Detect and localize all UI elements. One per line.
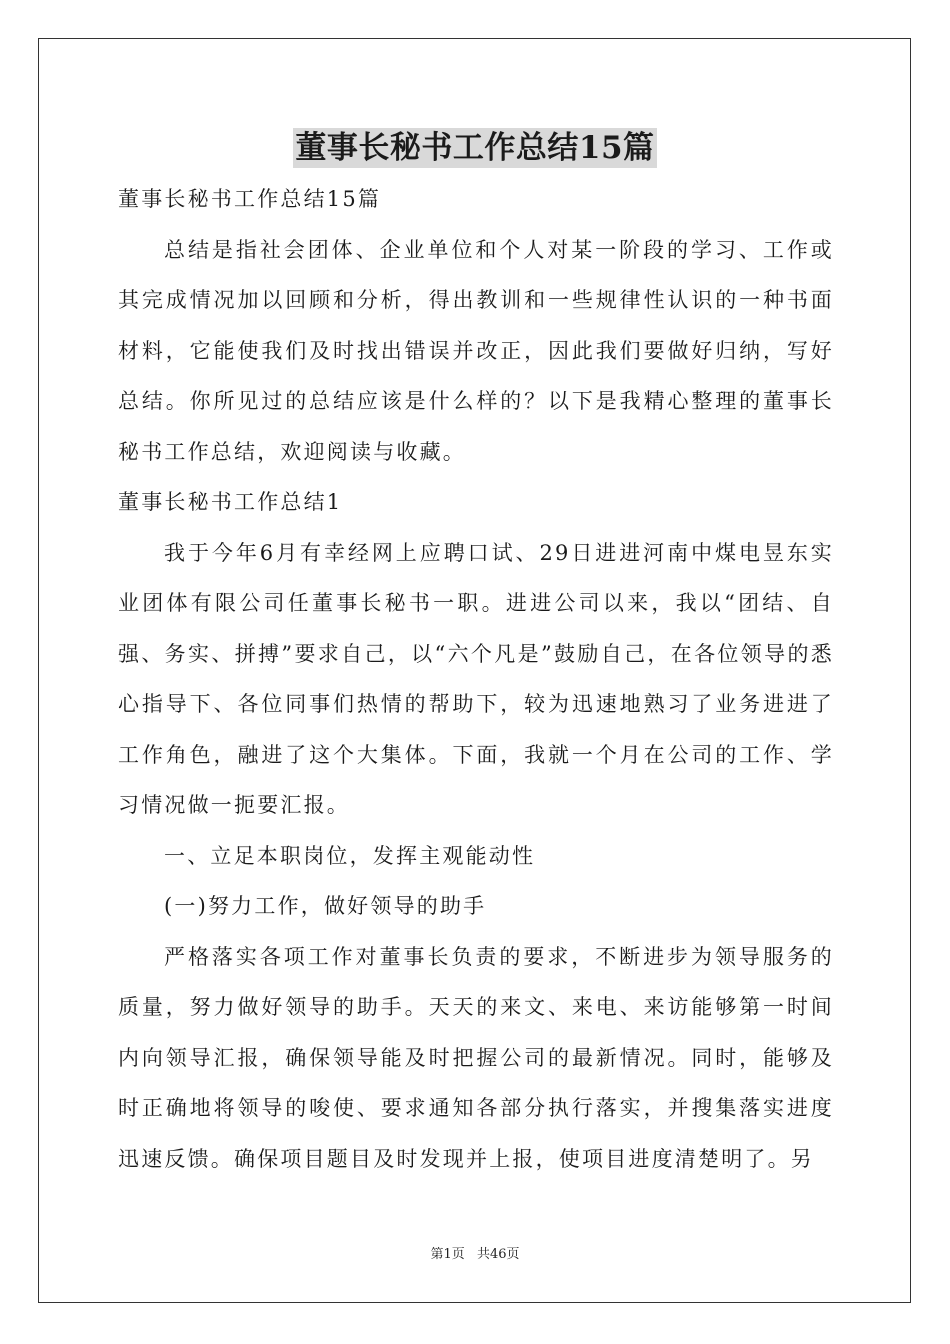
page-total: 共46页 — [476, 1247, 520, 1262]
title-container — [0, 128, 950, 168]
paragraph-subtitle: 董事长秘书工作总结15篇 — [118, 187, 382, 211]
document-title: 董事长秘书工作总结15篇 — [295, 130, 655, 166]
subsection-heading: (一)努力工作，做好领导的助手 — [164, 894, 487, 918]
document-body — [118, 174, 834, 1184]
paragraph-body-1: 我于今年6月有幸经网上应聘口试、29日进进河南中煤电昱东实业团体有限公司任董事长秘书一职。进进公司以来，我以“团结、自强、务实、拼搏”要求自己，以“六个凡是”鼓励自己，在各位领导的悉心指导下、各位同事们热情的帮助下，较为迅速地熟习了业务进进了工作角色，融进了这个大集体。下面，我就一个月在公司的工作、学习情况做一扼要汇报。 — [118, 540, 834, 817]
page-footer — [0, 1246, 950, 1264]
page-number: 第1页 — [430, 1247, 465, 1262]
section-heading-1: 董事长秘书工作总结1 — [118, 490, 343, 514]
paragraph-intro: 总结是指社会团体、企业单位和个人对某一阶段的学习、工作或其完成情况加以回顾和分析，得出教训和一些规律性认识的一种书面材料，它能使我们及时找出错误并改正，因此我们要做好归纳，写好总结。你所见过的总结应该是什么样的？以下是我精心整理的董事长秘书工作总结，欢迎阅读与收藏。 — [118, 237, 834, 464]
section-heading-2: 一、立足本职岗位，发挥主观能动性 — [164, 843, 536, 868]
paragraph-body-2: 严格落实各项工作对董事长负责的要求，不断进步为领导服务的质量，努力做好领导的助手。天天的来文、来电、来访能够第一时间内向领导汇报，确保领导能及时把握公司的最新情况。同时，能够及时正确地将领导的唆使、要求通知各部分执行落实，并搜集落实进度迅速反馈。确保项目题目及时发现并上报，使项目进度清楚明了。另 — [118, 944, 834, 1171]
